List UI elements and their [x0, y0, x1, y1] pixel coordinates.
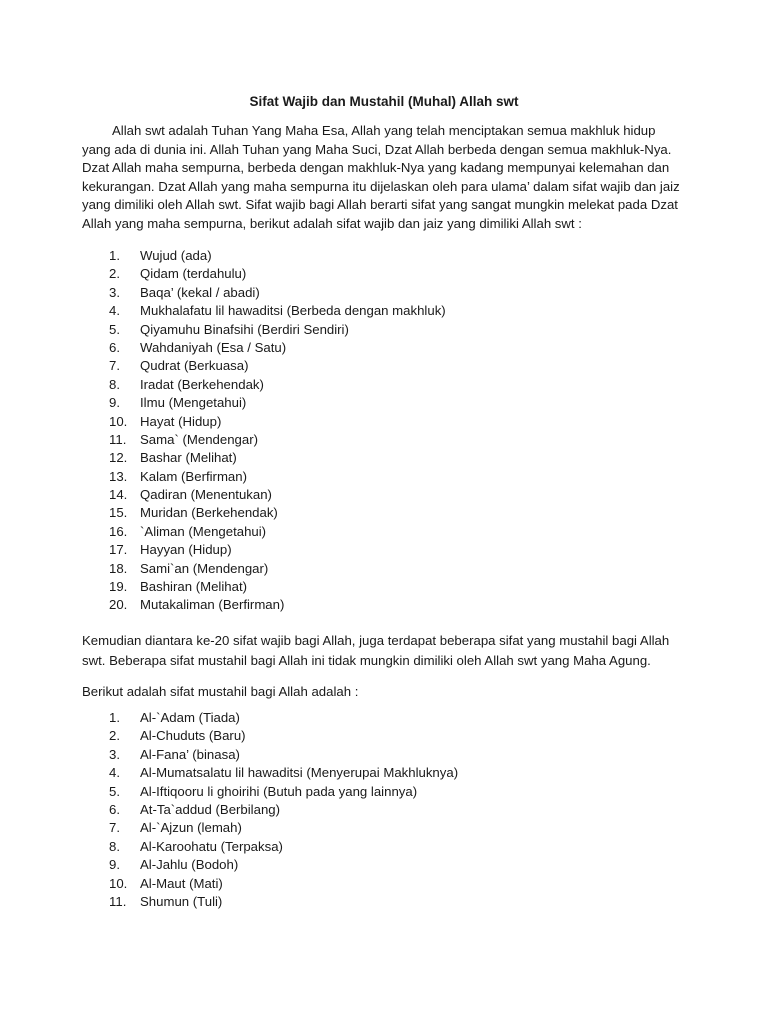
- list-item-number: 5.: [109, 321, 120, 337]
- intro-paragraph: [82, 122, 682, 234]
- list-item-text: Qidam (terdahulu): [140, 266, 247, 282]
- list-item-text: Sama` (Mendengar): [140, 431, 259, 447]
- list-item-number: 12.: [109, 450, 128, 466]
- list-item-number: 20.: [109, 597, 128, 613]
- list-item: [82, 596, 446, 614]
- list-item-text: Sami`an (Mendengar): [140, 560, 269, 576]
- mustahil-lead-paragraph: Berikut adalah sifat mustahil bagi Allah adalah :: [82, 684, 359, 699]
- list-item-number: 11.: [109, 893, 127, 909]
- list-item-text: Qadiran (Menentukan): [140, 487, 272, 503]
- list-item: [82, 523, 446, 541]
- list-item: [82, 801, 458, 819]
- list-item-number: 14.: [109, 487, 128, 503]
- list-item: [82, 875, 458, 893]
- list-item: [82, 413, 446, 431]
- list-item-number: 2.: [109, 728, 120, 744]
- list-item: [82, 321, 446, 339]
- list-item-number: 15.: [109, 505, 128, 521]
- list-item: [82, 578, 446, 596]
- list-item-text: Qudrat (Berkuasa): [140, 358, 249, 374]
- list-item-text: Wahdaniyah (Esa / Satu): [140, 339, 287, 355]
- list-item-number: 8.: [109, 376, 120, 392]
- sifat-mustahil-list: [82, 709, 458, 911]
- list-item: [82, 541, 446, 559]
- page-title: Sifat Wajib dan Mustahil (Muhal) Allah swt: [249, 94, 519, 109]
- list-item: [82, 247, 446, 265]
- list-item: [82, 560, 446, 578]
- list-item-number: 6.: [109, 339, 120, 355]
- list-item-number: 7.: [109, 358, 120, 374]
- list-item: [82, 449, 446, 467]
- list-item-text: Al-Maut (Mati): [140, 875, 223, 891]
- list-item-number: 4.: [109, 765, 120, 781]
- intro-text: Allah swt adalah Tuhan Yang Maha Esa, Allah yang telah menciptakan semua makhluk hidup yang ada di dunia ini. Allah Tuhan yang Maha Suci, Dzat Allah berbeda dengan semua makhluk-Nya. Dzat Allah maha sempurna, berbeda dengan makhluk-Nya yang kadang mempunyai kelemahan dan kekurangan. Dzat Allah yang maha sempurna itu dijelaskan oleh para ulama’ dalam sifat wajib dan jaiz yang dimiliki oleh Allah swt. Sifat wajib bagi Allah berarti sifat yang sangat mungkin melekat pada Dzat Allah yang maha sempurna, berikut adalah sifat wajib dan jaiz yang dimiliki Allah swt :: [82, 123, 680, 231]
- list-item: [82, 431, 446, 449]
- list-item-text: Al-`Adam (Tiada): [140, 710, 240, 725]
- list-item-text: At-Ta`addud (Berbilang): [140, 801, 281, 817]
- list-item-text: Al-Iftiqooru li ghoirihi (Butuh pada yang lainnya): [140, 783, 418, 799]
- list-item-text: Mutakaliman (Berfirman): [140, 597, 285, 613]
- list-item: [82, 819, 458, 837]
- sifat-wajib-list: [82, 247, 446, 615]
- list-item: [82, 709, 458, 727]
- list-item-text: Kalam (Berfirman): [140, 468, 247, 484]
- list-item-text: Al-Mumatsalatu lil hawaditsi (Menyerupai Makhluknya): [140, 765, 459, 781]
- list-item-number: 7.: [109, 820, 120, 836]
- list-item-number: 5.: [109, 783, 120, 799]
- list-item-text: Shumun (Tuli): [140, 893, 223, 909]
- list-item-number: 10.: [109, 875, 128, 891]
- list-item: [82, 764, 458, 782]
- list-item: [82, 783, 458, 801]
- list-item-text: Bashiran (Melihat): [140, 579, 248, 595]
- list-item: [82, 893, 458, 911]
- list-item-number: 1.: [109, 248, 120, 263]
- list-item-number: 18.: [109, 560, 128, 576]
- list-item-text: Al-Karoohatu (Terpaksa): [140, 838, 283, 854]
- list-item-number: 17.: [109, 542, 128, 558]
- list-item: [82, 746, 458, 764]
- list-item-text: Iradat (Berkehendak): [140, 376, 264, 392]
- list-item-text: Hayyan (Hidup): [140, 542, 232, 558]
- list-item-text: Hayat (Hidup): [140, 413, 222, 429]
- list-item-number: 13.: [109, 468, 128, 484]
- list-item: [82, 357, 446, 375]
- list-item-number: 9.: [109, 395, 120, 411]
- list-item-number: 8.: [109, 838, 120, 854]
- list-item-number: 2.: [109, 266, 120, 282]
- list-item: [82, 394, 446, 412]
- list-item-text: Mukhalafatu lil hawaditsi (Berbeda dengan makhluk): [140, 303, 446, 319]
- list-item-text: Al-`Ajzun (lemah): [140, 820, 242, 836]
- list-item: [82, 376, 446, 394]
- list-item-number: 3.: [109, 284, 120, 300]
- list-item-text: Al-Jahlu (Bodoh): [140, 857, 239, 873]
- list-item: [82, 486, 446, 504]
- list-item-number: 6.: [109, 801, 120, 817]
- list-item-text: Muridan (Berkehendak): [140, 505, 278, 521]
- list-item-number: 19.: [109, 579, 128, 595]
- list-item-text: `Aliman (Mengetahui): [140, 523, 267, 539]
- list-item: [82, 856, 458, 874]
- list-item-number: 9.: [109, 857, 120, 873]
- list-item: [82, 339, 446, 357]
- list-item-number: 1.: [109, 710, 120, 725]
- list-item: [82, 265, 446, 283]
- list-item-text: Al-Chuduts (Baru): [140, 728, 246, 744]
- list-item: [82, 504, 446, 522]
- list-item-text: Al-Fana’ (binasa): [140, 746, 240, 762]
- list-item: [82, 838, 458, 856]
- list-item-text: Wujud (ada): [140, 248, 212, 263]
- list-item: [82, 468, 446, 486]
- list-item: [82, 302, 446, 320]
- list-item-number: 10.: [109, 413, 128, 429]
- list-item-number: 11.: [109, 431, 127, 447]
- list-item-text: Ilmu (Mengetahui): [140, 395, 247, 411]
- list-item-text: Baqa’ (kekal / abadi): [140, 284, 260, 300]
- list-item-number: 16.: [109, 523, 128, 539]
- list-item-text: Qiyamuhu Binafsihi (Berdiri Sendiri): [140, 321, 349, 337]
- list-item: [82, 727, 458, 745]
- list-item-number: 3.: [109, 746, 120, 762]
- list-item-number: 4.: [109, 303, 120, 319]
- mustahil-intro-paragraph: Kemudian diantara ke-20 sifat wajib bagi Allah, juga terdapat beberapa sifat yang mustahil bagi Allah swt. Beberapa sifat mustahil bagi Allah ini tidak mungkin dimiliki oleh Allah swt yang Maha Agung.: [82, 633, 670, 668]
- list-item: [82, 284, 446, 302]
- list-item-text: Bashar (Melihat): [140, 450, 237, 466]
